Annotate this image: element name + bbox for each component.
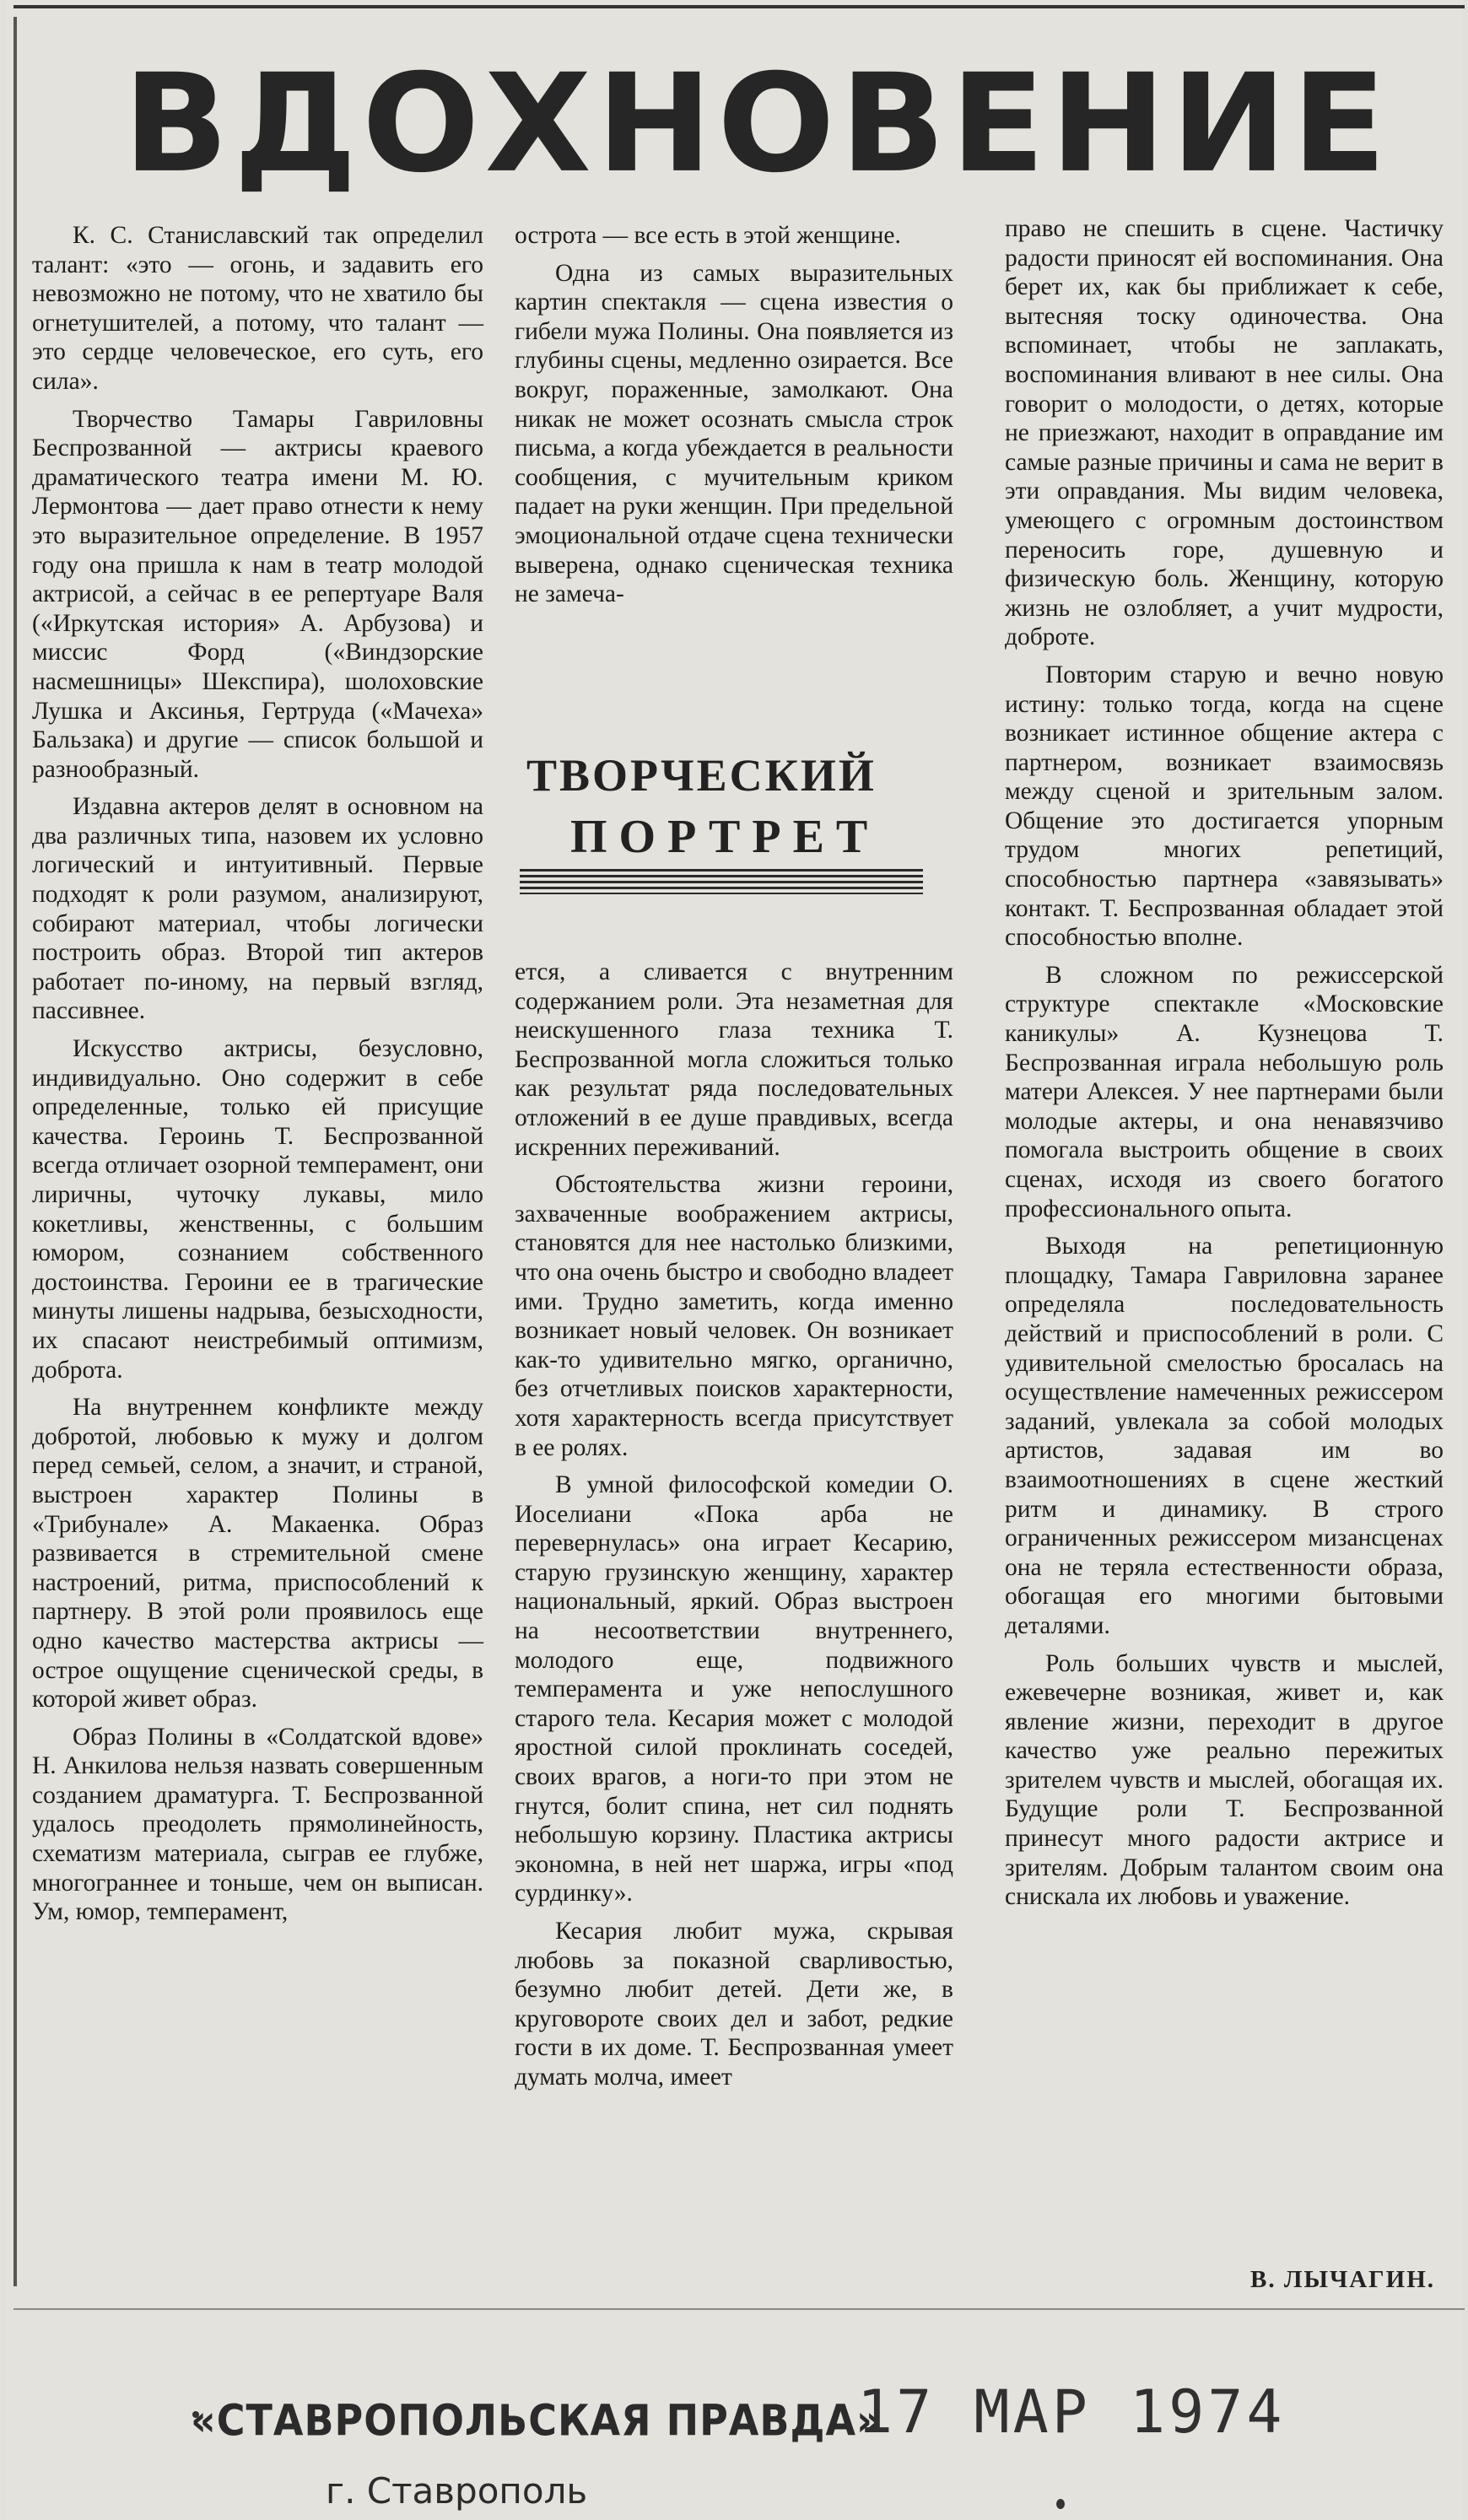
stamp-city: г. Ставрополь [326, 2470, 588, 2512]
article-column-3 [1005, 214, 1444, 1912]
stamp-source-newspaper: «СТАВРОПОЛЬСКАЯ ПРАВДА» [191, 2395, 882, 2446]
article-column-1 [32, 221, 483, 1927]
rubric-creative-portrait [520, 742, 925, 903]
article-paragraph: К. С. Станиславский так определил талант: «это — огонь, и задавить его невозможно не потому, что не хватило бы огнетушителей, а потому, что талант — это сердце человеческое, его суть, его сила». [32, 222, 483, 395]
article-paragraph: Обстоятельства жизни героини, захваченные воображением актрисы, становятся для нее настолько близкими, что она очень быстро и свободно владеет ими. Трудно заметить, когда именно возникает новый человек. Он возникает как-то удивительно мягко, органично, без отчетливых поисков характерности, хотя характерность всегда присутствует в ее ролях. [515, 1171, 953, 1461]
stamp-date: 17 МАР 1974 [857, 2377, 1286, 2447]
article-paragraph: Искусство актрисы, безусловно, индивидуально. Оно содержит в себе определенные, только ей присущие качества. Героинь Т. Беспрозванной всегда отличает озорной темперамент, они лиричны, чуточку лукавы, мило кокетливы, женственны, с большим юмором, сознанием собственного достоинства. Героини ее в трагические минуты лишены надрыва, безысходности, их спасают неистребимый оптимизм, доброта. [32, 1035, 483, 1384]
article-paragraph: На внутреннем конфликте между добротой, любовью к мужу и долгом перед семьей, селом, а значит, и страной, выстроен характер Полины в «Трибунале» А. Макаенка. Образ развивается в стремительной смене настроений, ритма, приспособлений к партнеру. В этой роли проявилось еще одно качество мастерства актрисы — острое ощущение сценической среды, в которой живет образ. [32, 1394, 483, 1713]
ink-dot [1056, 2499, 1065, 2509]
article-column-2-top [515, 221, 953, 609]
article-paragraph: острота — все есть в этой женщине. [515, 222, 901, 249]
article-paragraph: Образ Полины в «Солдатской вдове» Н. Анкилова нельзя назвать совершенным созданием драматурга. Т. Беспрозванной удалось преодолеть прямолинейность, схематизм материала, сыграв ее глубже, многограннее и тоньше, чем он выписан. Ум, юмор, темперамент, [32, 1723, 483, 1926]
bottom-rule [13, 2308, 1465, 2310]
top-rule [13, 5, 1465, 8]
article-paragraph: Кесария любит мужа, скрывая любовь за показной сварливостью, безумно любит детей. Дети же, в круговороте своих дел и забот, редкие гости в их доме. Т. Беспрозванная умеет думать молча, имеет [515, 1918, 953, 2091]
newspaper-clipping [5, 0, 1463, 2520]
article-paragraph: Роль больших чувств и мыслей, ежевечерне возникая, живет и, как явление жизни, переходит в другое качество уже реально пережитых зрителем чувств и мыслей, обогащая их. Будущие роли Т. Беспрозванной принесут много радости актрисе и зрителям. Добрым талантом своим она снискала их любовь и уважение. [1005, 1649, 1444, 1911]
rubric-line-1: ТВОРЧЕСКИЙ [526, 750, 877, 801]
author-signature: В. ЛЫЧАГИН. [1250, 2266, 1435, 2293]
article-paragraph: право не спешить в сцене. Частичку радости приносят ей воспоминания. Она берет их, как бы приближает к себе, вытесняя тоску одиночества. Она вспоминает, чтобы не заплакать, воспоминания вливают в нее силы. Она говорит о молодости, о детях, которые не приезжают, находит в оправдание им самые разные причины и сама не верит в эти оправдания. Мы видим человека, умеющего с огромным достоинством переносить горе, душевную и физическую боль. Женщину, которую жизнь не озлобляет, а учит мудрости, доброте. [1005, 215, 1444, 651]
article-paragraph: Издавна актеров делят в основном на два различных типа, назовем их условно логический и интуитивный. Первые подходят к роли разумом, анализируют, собирают материал, чтобы логически построить образ. Второй тип актеров работает по-иному, на первый взгляд, пассивнее. [32, 793, 483, 1025]
left-rule [13, 17, 17, 2286]
article-paragraph: В умной философской комедии О. Иоселиани «Пока арба не перевернулась» она играет Кесарию, старую грузинскую женщину, характер национальный, яркий. Образ выстроен на несоответствии внутреннего, молодого еще, подвижного темперамента и уже непослушного старого тела. Кесария может с молодой яростной силой проклинать соседей, своих врагов, а ноги-то при этом не гнутся, болит спина, нет сил поднять небольшую корзину. Пластика актрисы экономна, в ней нет шаржа, игры «под сурдинку». [515, 1471, 953, 1908]
article-paragraph: Повторим старую и вечно новую истину: только тогда, когда на сцене возникает истинное общение актера с партнером, возникает взаимосвязь между сценой и зрительным залом. Общение это достигается упорным трудом многих репетиций, способностью партнера «завязывать» контакт. Т. Беспрозванная обладает этой способностью вполне. [1005, 661, 1444, 952]
article-paragraph: В сложном по режиссерской структуре спектакле «Московские каникулы» А. Кузнецова Т. Беспрозванная играла небольшую роль матери Алексея. У нее партнерами были молодые актеры, и она ненавязчиво помогала выстроить общение в своих сценах, исходя из своего богатого профессионального опыта. [1005, 961, 1444, 1222]
article-paragraph: ется, а сливается с внутренним содержанием роли. Эта незаметная для неискушенного глаза техника Т. Беспрозванной могла сложиться только как результат ряда последовательных отложений в ее душе правдивых, всегда искренних переживаний. [515, 958, 953, 1161]
article-paragraph: Творчество Тамары Гавриловны Беспрозванной — актрисы краевого драматического театра имени М. Ю. Лермонтова — дает право отнести к нему это выразительное определение. В 1957 году она пришла к нам в театр молодой актрисой, а сейчас в ее репертуаре Валя («Иркутская история» А. Арбузова) и миссис Форд («Виндзорские насмешницы» Шекспира), шолоховские Лушка и Аксинья, Гертруда («Мачеха» Бальзака) и другие — список большой и разнообразный. [32, 405, 483, 783]
article-column-2-bottom [515, 958, 953, 2092]
headline: ВДОХНОВЕНИЕ [123, 44, 1392, 203]
article-paragraph: Одна из самых выразительных картин спектакля — сцена известия о гибели мужа Полины. Она появляется из глубины сцены, медленно озирается. Все вокруг, пораженные, замолкают. Она никак не может осознать смысла строк письма, а когда убеждается в реальности сообщения, с мучительным криком падает на руки женщин. При предельной эмоциональной отдаче сцена технически выверена, однако сценическая техника не замеча- [515, 259, 953, 608]
rubric-line-2: ПОРТРЕТ [570, 811, 880, 863]
article-paragraph: Выходя на репетиционную площадку, Тамара Гавриловна заранее определяла последовательность действий и приспособлений в роли. С удивительной смелостью бросалась на осуществление намеченных режиссером заданий, увлекала за собой молодых артистов, задавая им во взаимоотношениях в сцене жесткий ритм и динамику. В строго ограниченных режиссером мизансценах она не теряла естественности образа, обогащая его многими бытовыми деталями. [1005, 1233, 1444, 1639]
rubric-rule-bars [520, 869, 923, 894]
